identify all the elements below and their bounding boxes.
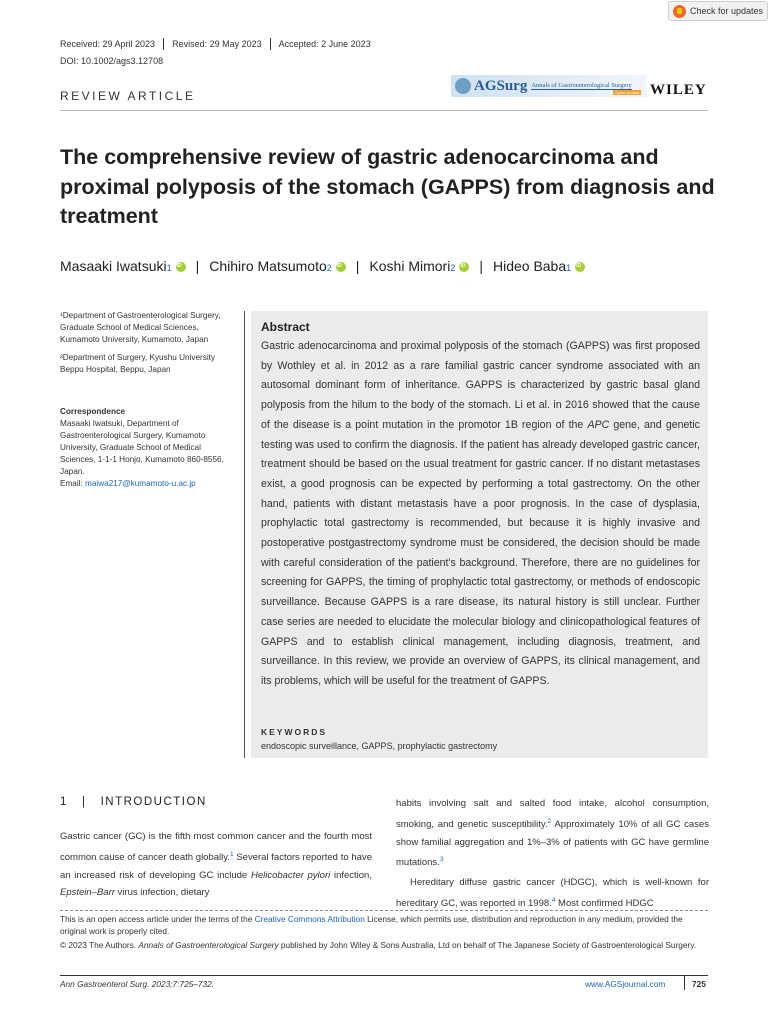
license-link[interactable]: Creative Commons Attribution [254,914,365,924]
article-dates [60,38,379,50]
affiliation: ²Department of Surgery, Kyushu University Beppu Hospital, Beppu, Japan [60,353,216,374]
revised-date: Revised: 29 May 2023 [164,38,271,50]
keywords-heading: KEYWORDS [261,727,328,737]
gene-name: APC [587,418,610,431]
footer-rule [60,975,708,976]
email-link[interactable]: maiwa217@kumamoto-u.ac.jp [85,479,196,488]
abstract-heading: Abstract [261,320,310,334]
header-divider [60,110,708,111]
citation-ref[interactable]: 1 [229,850,234,858]
correspondence-heading: Correspondence [60,407,126,416]
orcid-icon[interactable] [459,262,469,272]
keywords-list: endoscopic surveillance, GAPPS, prophylactic gastrectomy [261,741,498,751]
update-icon [673,5,686,18]
email-label: Email: [60,479,86,488]
check-for-updates-label: Check for updates [690,6,764,16]
journal-website-link[interactable]: www.AGSjournal.com [585,979,666,989]
section-title: INTRODUCTION [100,796,207,808]
page-number-divider [684,976,685,990]
intro-column-2 [396,795,709,913]
journal-emblem-icon [455,78,471,94]
author-separator: | [355,258,360,274]
open-access-badge: Open Access [615,90,639,95]
journal-name: Annals of Gastroenterological Surgery [531,82,632,89]
section-heading-introduction [60,796,207,808]
received-date: Received: 29 April 2023 [60,38,164,50]
publisher-logo[interactable]: WILEY [650,82,707,98]
section-number: 1 [60,796,68,808]
affiliations [60,310,235,382]
journal-logo[interactable] [451,75,647,97]
author-separator: | [479,258,483,274]
author-affiliation-ref[interactable]: 2 [450,263,456,273]
author-name[interactable]: Chihiro Matsumoto [209,258,327,274]
correspondence [60,406,235,490]
doi[interactable]: DOI: 10.1002/ags3.12708 [60,56,164,66]
orcid-icon[interactable] [575,262,585,272]
orcid-icon[interactable] [176,262,186,272]
author-name[interactable]: Masaaki Iwatsuki [60,258,167,274]
section-separator: | [82,796,87,808]
citation-ref[interactable]: 4 [551,896,556,904]
author-list [60,258,585,274]
correspondence-email-line [60,478,235,490]
citation-ref[interactable]: 2 [547,817,552,825]
affiliation: ¹Department of Gastroenterological Surgery, Graduate School of Medical Sciences, Kumamoto University, Kumamoto, Japan [60,311,221,344]
page-number: 725 [692,979,706,989]
intro-paragraph: Gastric cancer (GC) is the fifth most common cancer and the fourth most common cause of cancer death globally.$^1$ Several factors reported to have an increased risk of developing GC include Helicobacter pylori infection, Epstein–Barr virus infection, dietary [60,831,372,899]
abstract-rule [244,311,245,758]
copyright-notice: © 2023 The Authors. Annals of Gastroenterological Surgery published by John Wiley & Sons Australia, Ltd on behalf of The Japanese Society of Gastroenterological Surgery. [60,940,697,950]
citation-ref[interactable]: 3 [439,856,444,864]
author-affiliation-ref[interactable]: 1 [566,263,572,273]
open-access-notice: This is an open access article under the terms of the Creative Commons Attribution License, which permits use, distribution and reproduction in any medium, provided the original work is properly cited. [60,914,683,936]
orcid-icon[interactable] [336,262,346,272]
footnote-divider [60,910,708,911]
journal-citation: Ann Gastroenterol Surg. 2023;7:725–732. [60,979,215,989]
intro-paragraph: Hereditary diffuse gastric cancer (HDGC), which is well-known for hereditary GC, was reported in 1998.$^4$ Most confirmed HDGC [396,877,709,909]
author-separator: | [195,258,200,274]
article-type: REVIEW ARTICLE [60,89,196,103]
author-name[interactable]: Koshi Mimori [369,258,451,274]
accepted-date: Accepted: 2 June 2023 [278,39,371,49]
abstract-text: Gastric adenocarcinoma and proximal polyposis of the stomach (GAPPS) was first proposed by Wothley et al. in 2012 as a rare familial gastric cancer syndrome associated with an autosomal dominant form of inheritance. GAPPS is characterized by gastric basal gland polyposis from the hilum to the body of the stomach. Li et al. in 2016 showed that the cause of the disease is a point mutation in the promotor 1B region of the APC gene, and genetic testing was used to confirm the diagnosis. If the patient has already developed gastric cancer, treatment should be based on the usual treatment for gastric cancer. If no distant metastases exist, a good prognosis can be expected by performing a total gastrectomy. On the other hand, patients with distant metastasis have a poor prognosis. In the case of dysplasia, prophylactic total gastrectomy is recommended, but because it is highly invasive and postoperative postgastrectomy syndrome must be considered, the decision should be made with careful consideration of the patient's background. Therefore, there are no guidelines for screening for GAPPS, the timing of prophylactic total gastrectomy, or methods of endoscopic surveillance. Because GAPPS is a rare disease, its natural history is still unclear. Further case series are needed to elucidate the molecular biology and clinicopathological features of GAPPS and to establish clinical management, including diagnosis, treatment, and surveillance. In this review, we provide an overview of GAPPS, its clinical management, and its problems, which will be useful for the treatment of GAPPS. [261,340,700,687]
check-for-updates-button[interactable] [668,1,768,21]
article-title: The comprehensive review of gastric adenocarcinoma and proximal polyposis of the stomach (GAPPS) from diagnosis and treatment [60,145,715,228]
journal-brand: AGSurg [474,77,528,94]
correspondence-text: Masaaki Iwatsuki, Department of Gastroenterological Surgery, Kumamoto University, Graduate School of Medical Sciences, 1-1-1 Honjo, Kumamoto 860-8556, Japan. [60,419,224,476]
intro-paragraph: habits involving salt and salted food intake, alcohol consumption, smoking, and genetic susceptibility.$^2$ Approximately 10% of all GC cases show familial aggregation and 1%–3% of patients with GC have germline mutations.$^3$ [396,798,709,869]
author-name[interactable]: Hideo Baba [492,258,567,274]
author-affiliation-ref[interactable]: 1 [166,263,172,273]
author-affiliation-ref[interactable]: 2 [326,263,332,273]
